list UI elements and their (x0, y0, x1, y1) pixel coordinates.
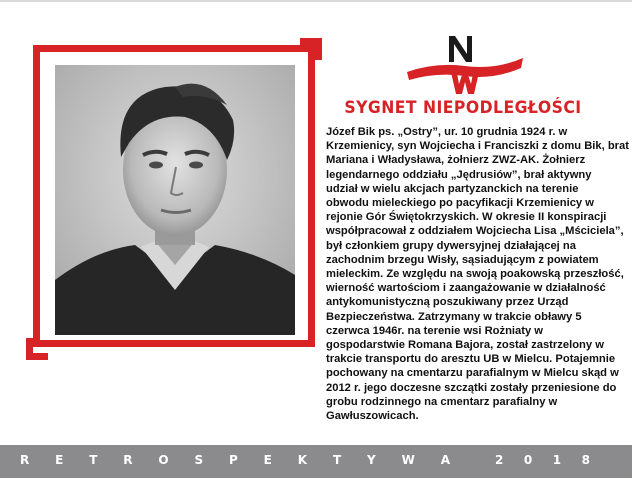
bio-line: gospodarstwie Romana Bajora, został zastrzelony w (326, 339, 604, 352)
footer-letter: A (440, 453, 450, 467)
footer-letter: R (123, 453, 133, 467)
bio-line: Józef Bik ps. „Ostry”, ur. 10 grudnia 1924 r. w (326, 126, 568, 138)
bio-line: antykomunistyczną poszukiwany przez Urząd (326, 296, 569, 309)
footer-digit: 1 (552, 453, 562, 467)
nnw-logo-icon (405, 28, 525, 98)
bio-line: udział w wielu akcjach partyzanckich na terenie (326, 182, 579, 195)
footer-letter: O (158, 453, 169, 467)
page-title: SYGNET NIEPODLEGŁOŚCI (344, 98, 582, 118)
footer-digit: 8 (581, 453, 590, 467)
footer-letter: Y (367, 453, 376, 467)
footer-letter: T (89, 453, 98, 467)
bio-line: czerwca 1946r. na terenie wsi Rożniaty w (326, 324, 544, 337)
footer-retrospektywa (20, 453, 450, 467)
top-rule (0, 0, 632, 2)
footer-letter: T (332, 453, 342, 467)
bio-line: pochowany na cmentarzu parafialnym w Mielcu skąd w (326, 367, 619, 380)
footer-digit: 2 (495, 453, 504, 467)
bio-line: obwodu mieleckiego po pacyfikacji Krzemienicy w (326, 197, 594, 210)
bio-line: zachodnim brzegu Wisły, sąsiadującym z powiatem (326, 253, 599, 266)
bio-line: legendarnego oddziału „Jędrusiów”, brał aktywny (326, 168, 592, 181)
footer-letter: E (55, 453, 64, 467)
footer-digit: 0 (523, 453, 533, 467)
footer-letter: S (194, 453, 204, 467)
bio-line: Mariana i Władysława, żołnierz ZWZ-AK. Żołnierz (326, 154, 586, 167)
bio-line: trakcie transportu do aresztu UB w Mielcu. Potajemnie (326, 353, 616, 366)
footer-letter: R (20, 453, 30, 467)
bio-line: grobu rodzinnego na cmentarz parafialny w (326, 395, 558, 408)
bio-line: rejonie Gór Świętokrzyskich. W okresie II konspiracji (326, 211, 607, 224)
footer-letter: W (401, 453, 415, 467)
footer-year (495, 453, 590, 467)
bio-line: wierność wartościom i zaangażowanie w działalność (326, 282, 606, 295)
frame-corner-bottom-left (26, 338, 48, 360)
footer-letter: P (229, 453, 238, 467)
footer-letter: K (297, 453, 308, 467)
bio-line: Krzemienicy, syn Wojciecha i Franciszki z domu Bik, brat (326, 140, 629, 153)
footer-letter: E (263, 453, 272, 467)
biography-text (326, 125, 629, 423)
bio-line: Bezpieczeństwa. Zatrzymany w trakcie obławy 5 (326, 310, 582, 323)
bio-line: Gawłuszowicach. (326, 410, 419, 423)
portrait-photo-icon (55, 65, 295, 335)
bio-line: 2012 r. jego doczesne szczątki zostały przeniesione do (326, 381, 617, 394)
bio-line: był członkiem grupy dywersyjnej działającej na (326, 239, 576, 252)
bio-line: mieleckim. Ze względu na swoją poakowską przeszłość, (326, 268, 624, 281)
bio-line: współpracował z oddziałem Wojciecha Lisa „Mściciela”, (326, 225, 624, 238)
frame-corner-top-right (300, 38, 322, 60)
